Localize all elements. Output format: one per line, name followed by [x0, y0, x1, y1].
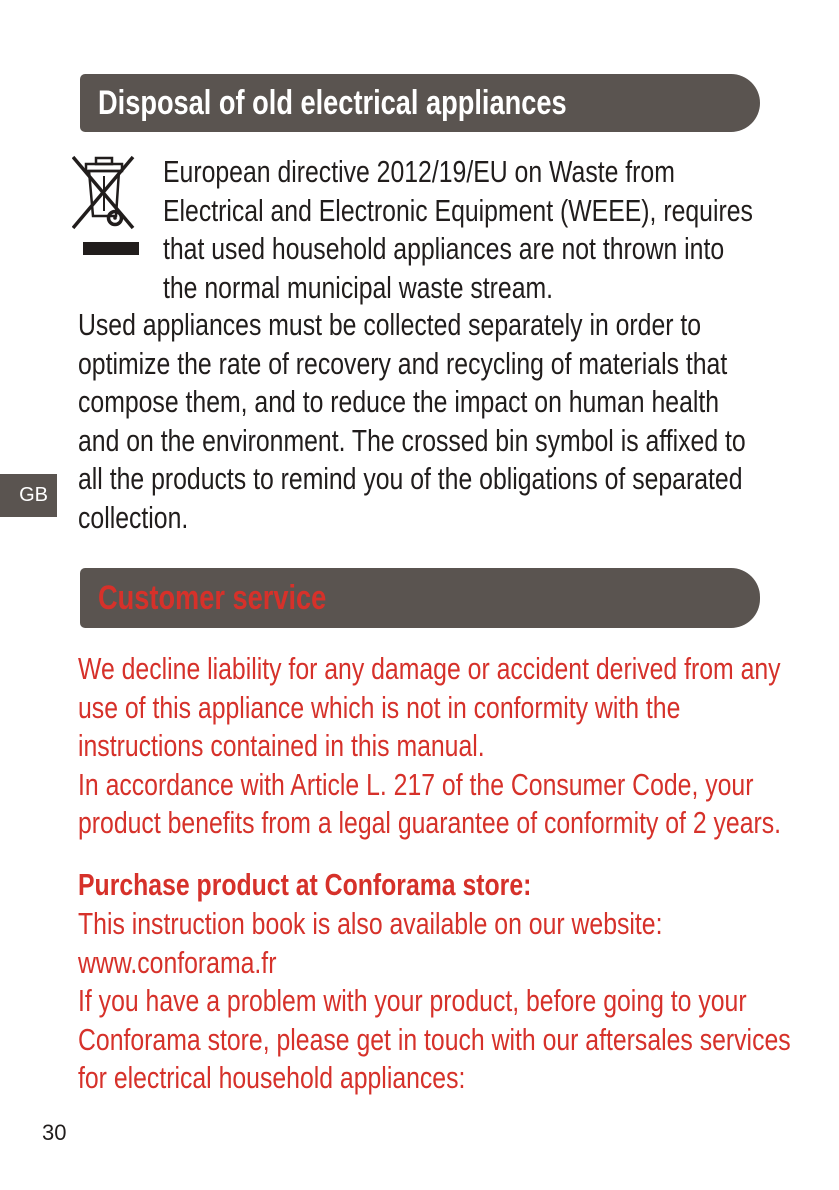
purchase-heading: Purchase product at Conforama store:: [78, 867, 532, 902]
text-line: In accordance with Article L. 217 of the Consumer Code, your: [78, 766, 754, 802]
text-line: Used appliances must be collected separately in order to: [78, 307, 702, 342]
text-line: instructions contained in this manual.: [78, 728, 485, 764]
purchase-paragraph: [78, 905, 791, 1098]
page-number: 30: [42, 1120, 67, 1145]
text-line: European directive 2012/19/EU on Waste from: [163, 154, 675, 189]
text-line: use of this appliance which is not in conformity with the: [78, 689, 681, 725]
text-line: compose them, and to reduce the impact on human health: [78, 384, 720, 420]
text-line: Electrical and Electronic Equipment (WEEE), requires: [163, 192, 753, 228]
disposal-section-banner: [80, 74, 760, 132]
customer-service-title: Customer service: [98, 578, 327, 617]
text-line: We decline liability for any damage or accident derived from any: [78, 651, 781, 686]
text-line: If you have a problem with your product, before going to your: [78, 983, 747, 1019]
text-line: collection.: [78, 499, 189, 535]
text-line: the normal municipal waste stream.: [163, 269, 554, 305]
disposal-section-title: Disposal of old electrical appliances: [98, 83, 567, 122]
disposal-intro-paragraph: [163, 153, 753, 307]
language-tab-label: GB: [19, 484, 48, 506]
customer-service-banner: [80, 568, 760, 628]
language-tab-gb: [0, 474, 57, 517]
text-line: www.conforama.fr: [78, 944, 277, 980]
text-line: that used household appliances are not thrown into: [163, 231, 725, 267]
text-line: all the products to remind you of the obligations of separated: [78, 461, 743, 497]
text-line: and on the environment. The crossed bin symbol is affixed to: [78, 422, 746, 458]
text-line: This instruction book is also available on our website:: [78, 906, 663, 941]
text-line: for electrical household appliances:: [78, 1060, 466, 1096]
text-line: optimize the rate of recovery and recycling of materials that: [78, 345, 728, 381]
text-line: product benefits from a legal guarantee of conformity of 2 years.: [78, 805, 782, 841]
text-line: Conforama store, please get in touch with our aftersales services: [78, 1021, 791, 1057]
disposal-body-paragraph: [78, 306, 746, 538]
weee-crossed-bin-icon: [72, 154, 140, 256]
liability-paragraph: [78, 650, 781, 843]
